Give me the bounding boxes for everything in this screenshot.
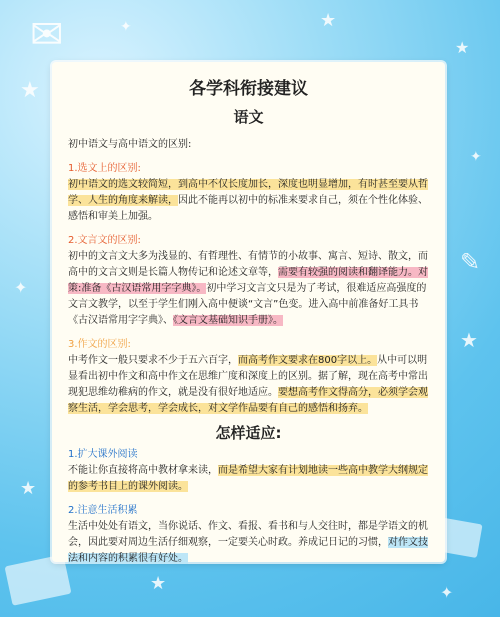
section-heading: 3.作文的区别: (68, 339, 131, 350)
envelope-icon: ✉ (30, 12, 64, 58)
section-body (68, 353, 429, 417)
body-text: 初中学习文言文只是为了考试，很难适应高强度的文言文教学，以至于学生们刚入高中便谈“文言”色变。进入高中前准备好工具书《古汉语常用字字典》、 (68, 283, 427, 326)
body-text: 初中的文言文大多为浅显的、有哲理性、有情节的小故事、寓言、短诗、散文，而高中的文言文则是长篇人物传记和论述文章等， (68, 251, 428, 278)
highlight-text: 初中语文的选文较简短，到高中不仅长度加长，深度也明显增加，有时甚至要从哲学、人生的角度来解读， (68, 179, 428, 206)
body-text: 从中可以明显看出初中作文和高中作文在思维广度和深度上的区别。据了解，现在高考中常出现犯思维幼稚病的作文，就是没有很好地适应。 (68, 355, 428, 398)
tip-heading: 1.扩大课外阅读 (68, 449, 138, 460)
tip-body (68, 519, 429, 567)
section-body (68, 249, 429, 329)
highlight-text: 而高考作文要求在800字以上。 (238, 355, 378, 366)
content-card (52, 62, 445, 562)
highlight-text: 需要有较强的阅读和翻译能力。 (278, 267, 418, 278)
section-heading: 1.选文上的区别: (68, 163, 141, 174)
tip-heading: 2.注意生活积累 (68, 505, 138, 516)
star-icon: ✦ (120, 19, 132, 35)
subject-title: 语文 (233, 108, 264, 126)
star-icon: ✦ (440, 583, 454, 602)
star-icon: ★ (20, 78, 40, 103)
highlight-text: 对策:准备《古汉语常用字字典》。 (68, 267, 428, 294)
intro-text: 初中语文与高中语文的区别: (68, 139, 192, 150)
how-title: 怎样适应: (215, 424, 282, 442)
page-title: 各学科衔接建议 (189, 79, 308, 99)
body-text: 中考作文一般只要求不少于五六百字， (68, 355, 238, 366)
body-text: 因此不能再以初中的标准来要求自己，须在个性化体验、感悟和审美上加强。 (68, 195, 428, 222)
pencil-icon: ✎ (460, 248, 481, 276)
body-text: 生活中处处有语文，当你说话、作文、看报、看书和与人交往时，都是学语文的机会，因此要对周边生活仔细观察，一定要关心时政。养成记日记的习惯， (68, 521, 428, 548)
section-heading: 2.文言文的区别: (68, 235, 141, 246)
star-icon: ★ (20, 478, 37, 499)
star-icon: ★ (320, 10, 337, 31)
highlight-text: 对作文技法和内容的积累很有好处。 (68, 537, 428, 564)
highlight-text: 要想高考作文得高分，必须学会观察生活，学会思考，学会成长，对文学作品要有自己的感悟和扬弃。 (68, 387, 428, 414)
tip-body (68, 463, 429, 495)
highlight-text: 而是希望大家有计划地读一些高中教学大纲规定的参考书目上的课外阅读。 (68, 465, 428, 492)
star-icon: ✦ (470, 149, 482, 165)
highlight-text: 《文言文基础知识手册》。 (173, 315, 283, 326)
star-icon: ★ (150, 573, 167, 594)
star-icon: ✦ (14, 278, 28, 297)
star-icon: ★ (460, 328, 478, 352)
star-icon: ★ (455, 38, 470, 57)
section-body (68, 177, 429, 225)
body-text: 不能让你直接将高中教材拿来读， (68, 465, 218, 476)
